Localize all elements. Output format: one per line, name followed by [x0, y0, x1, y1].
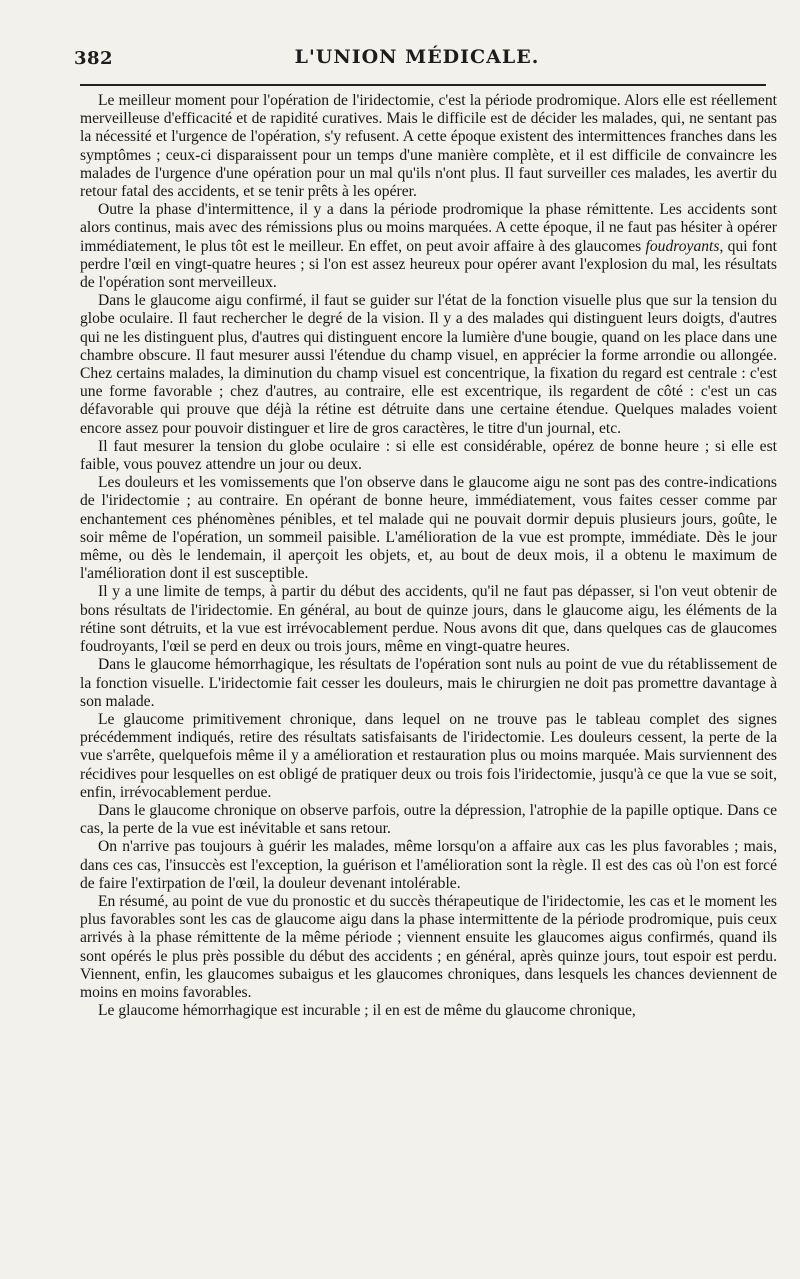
paragraph: Dans le glaucome hémorrhagique, les résultats de l'opération sont nuls au point de vue du rétablissement de la fonction visuelle. L'iridectomie fait cesser les douleurs, mais le chirurgien ne doit pas promettre davantage à son malade. — [80, 656, 777, 710]
paragraph: Le glaucome primitivement chronique, dans lequel on ne trouve pas le tableau complet des signes précédemment indiqués, retire des résultats satisfaisants de l'iridectomie. Les douleurs cessent, la perte de la vue s'arrête, quelquefois même il y a amélioration et restauration plus ou moins marquée. Mais surviennent des récidives pour lesquelles on est obligé de pratiquer deux ou trois fois l'iridectomie, jusqu'à ce que la vue se soit, enfin, irrévocablement perdue. — [80, 710, 777, 801]
paragraph: Il y a une limite de temps, à partir du début des accidents, qu'il ne faut pas dépasser, si l'on veut obtenir de bons résultats de l'iridectomie. En général, au bout de quinze jours, dans le glaucome aigu, les éléments de la rétine sont détruits, et la vue est irrévocablement perdue. Nous avons dit que, dans quelques cas de glaucomes foudroyants, l'œil se perd en deux ou trois jours, même en vingt-quatre heures. — [80, 583, 777, 656]
paragraph: Le glaucome hémorrhagique est incurable ; il en est de même du glaucome chronique, — [98, 1002, 636, 1020]
paragraph: Outre la phase d'intermittence, il y a dans la période prodromique la phase rémittente. Les accidents sont alors continus, mais avec des rémissions plus ou moins marquées. A cette époque, il ne faut pas hésiter à opérer immédiatement, le plus tôt est le meilleur. En effet, on peut avoir affaire à des glaucomes foudroyants, qui font perdre l'œil en vingt-quatre heures ; si l'on est assez heureux pour opérer avant l'explosion du mal, les résultats de l'opération sont merveilleux. — [80, 201, 777, 292]
paragraph: Dans le glaucome chronique on observe parfois, outre la dépression, l'atrophie de la papille optique. Dans ce cas, la perte de la vue est inévitable et sans retour. — [80, 801, 777, 838]
header-rule — [80, 84, 766, 86]
page-header — [74, 44, 760, 76]
journal-title: L'UNION MÉDICALE. — [294, 46, 540, 68]
page-number: 382 — [74, 48, 114, 69]
paragraph: Le meilleur moment pour l'opération de l'iridectomie, c'est la période prodromique. Alors elle est réellement merveilleuse d'efficacité et de rapidité curatives. Mais le difficile est de décider les malades, qui, ne sentant pas la nécessité et l'urgence de l'opération, s'y refusent. A cette époque existent des intermittences franches dans les symptômes ; ceux-ci disparaissent pour un temps d'une manière complète, et il est difficile de convaincre les malades de l'urgence d'une opération pour un mal qu'ils n'ont plus. Il faut surveiller ces malades, les avertir du retour fatal des accidents, et se tenir prêts à les opérer. — [80, 92, 777, 201]
paragraph: Dans le glaucome aigu confirmé, il faut se guider sur l'état de la fonction visuelle plus que sur la tension du globe oculaire. Il faut rechercher le degré de la vision. Il y a des malades qui distinguent leurs doigts, d'autres qui ne les distinguent plus, d'autres qui distinguent encore la lumière d'une bougie, quand on les place dans une chambre obscure. Il faut mesurer aussi l'étendue du champ visuel, en apprécier la forme arrondie ou allongée. Chez certains malades, la diminution du champ visuel est concentrique, la fixation du regard est centrale : c'est une forme favorable ; chez d'autres, au contraire, elle est excentrique, ils regardent de côté : c'est un cas défavorable qui prouve que déjà la rétine est détruite dans une certaine étendue. Quelques malades voient encore assez pour pouvoir distinguer et lire de gros caractères, le titre d'un journal, etc. — [80, 292, 777, 437]
paragraph: Les douleurs et les vomissements que l'on observe dans le glaucome aigu ne sont pas des contre-indications de l'iridectomie ; au contraire. En opérant de bonne heure, immédiatement, vous faites cesser comme par enchantement ces phénomènes pénibles, et tel malade qui ne pouvait dormir depuis plusieurs jours, goûte, le soir même de l'opération, un sommeil paisible. L'amélioration de la vue est prompte, immédiate. Dès le jour même, ou dès le lendemain, il aperçoit les objets, et, au bout de deux mois, il a obtenu le maximum de l'amélioration dont il est susceptible. — [80, 474, 777, 583]
emphasis-word: foudroyants — [645, 237, 720, 255]
article-body — [80, 92, 777, 1020]
paragraph: On n'arrive pas toujours à guérir les malades, même lorsqu'on a affaire aux cas les plus favorables ; mais, dans ces cas, l'insuccès est l'exception, la guérison et l'amélioration sont la règle. Il est des cas où l'on est forcé de faire l'extirpation de l'œil, la douleur devenant intolérable. — [80, 838, 777, 892]
paragraph: En résumé, au point de vue du pronostic et du succès thérapeutique de l'iridectomie, les cas et le moment les plus favorables sont les cas de glaucome aigu dans la phase intermittente de la période prodromique, puis ceux arrivés à la phase rémittente de la même période ; viennent ensuite les glaucomes aigus confirmés, quand ils sont opérés le plus près possible du début des accidents ; en général, après quinze jours, tout espoir est perdu. Viennent, enfin, les glaucomes subaigus et les glaucomes chroniques, dans lesquels les chances deviennent de moins en moins favorables. — [80, 892, 777, 1001]
paragraph: Il faut mesurer la tension du globe oculaire : si elle est considérable, opérez de bonne heure ; si elle est faible, vous pouvez attendre un jour ou deux. — [80, 437, 777, 474]
